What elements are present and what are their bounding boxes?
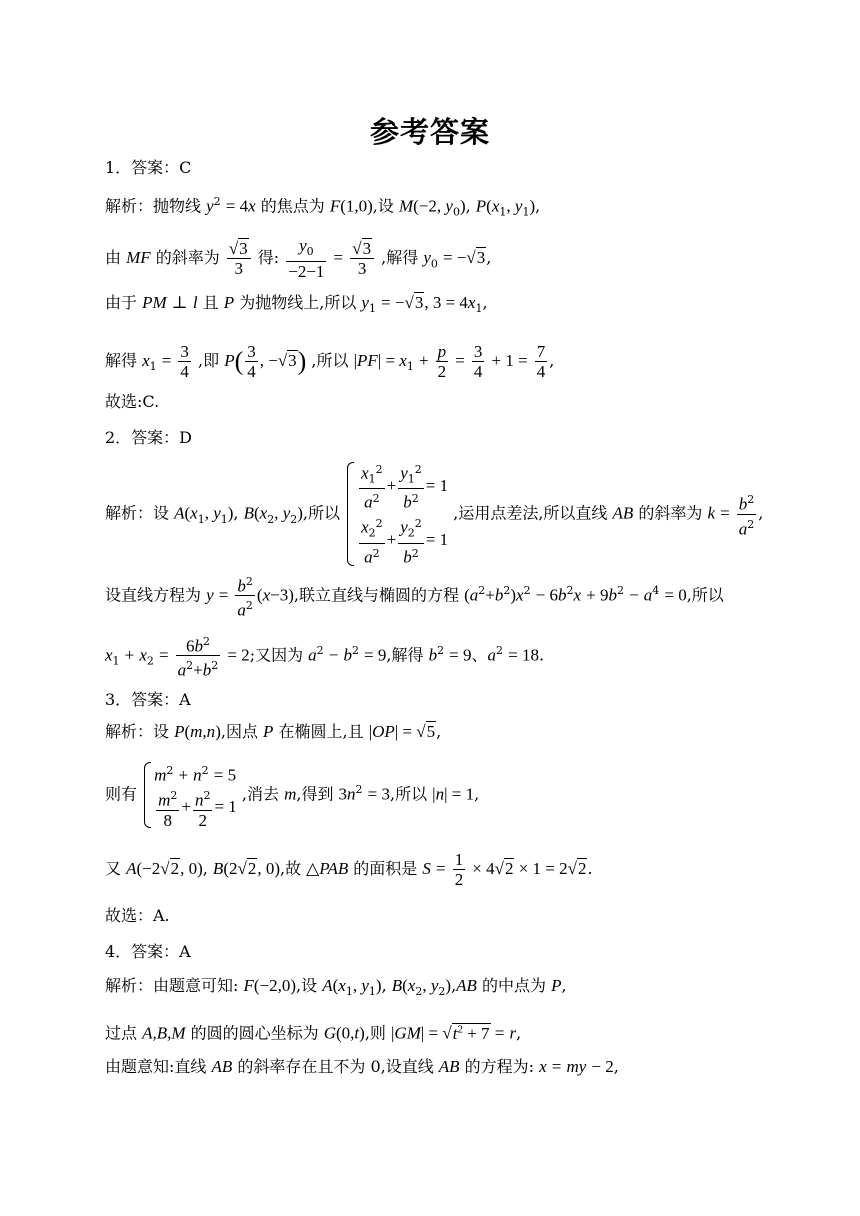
- q3-line-1: 解析：设 P(m,n),因点 P 在椭圆上,且 |OP| = √5,: [105, 722, 442, 741]
- q2-line-2: 设直线方程为 y = $\frac{b^2}{a^2}$ (x−3),联立直线与椭圆的方程 $(a^2+b^2)x^2 - 6b^2x + 9b^2 - a^4 = 0$,所以: [105, 572, 724, 620]
- q2-answer: 2．答案：D: [105, 428, 193, 447]
- q1-line-4: 解得 $x_1$ = $\frac{3}{4}$ ,即 P( $\frac{3}{4}$ , −√3) ,所以 $|PF| = x_1$ + $\frac{p}{2}$ = $\frac{3}{4}$ + 1 = $\frac{7}{4}$ ,: [105, 342, 555, 381]
- q2-line-1: 解析：设 $A(x_1$, $y_1$), $B(x_2$, $y_2$),所以 $\frac{x_1^2}{a^2}$ + $\frac{y_1^2}{b^2}$ = 1 $\frac{x_2^2}{a^2}$ + $\frac{y_2^2}{b^2}$ = 1 ,运用点差法,所以直线 AB 的斜率为 k = $\frac{b^2}{a^2}$ ,: [105, 460, 763, 568]
- q4-line-2: 过点 A,B,M 的圆的圆心坐标为 G(0,t),则 $|GM| = √t^2 + 7 = r$,: [105, 1023, 522, 1043]
- q3-answer: 3．答案：A: [105, 690, 191, 709]
- q3-line-2: 则有 $m^2 + n^2 = 5$ $\frac{m^2}{8}$ + $\frac{n^2}{2}$ = 1 ,消去 m,得到 $3n^2 = 3$,所以 |n| = 1,: [105, 760, 479, 830]
- q1-line-1: 解析：抛物线 $y^2 = 4x$ 的焦点为 F(1,0),设 M(−2, $y_0$), $P(x_1$, $y_1$),: [105, 195, 541, 219]
- q1-end: 故选:C.: [105, 392, 160, 411]
- q1-answer: 1．答案：C: [105, 158, 192, 177]
- q2-line-3: $x_1 + x_2$ = $\frac{6b^2}{a^2+b^2}$ = 2;又因为 $a^2 - b^2 = 9$,解得 $b^2 = 9$、$a^2 = 18$.: [105, 632, 544, 680]
- q3-end: 故选：A.: [105, 906, 170, 925]
- q1-line-3: 由于 PM ⊥ l 且 P 为抛物线上,所以 $y_1 = -√3$, $3 = 4x_1$,: [105, 293, 488, 316]
- page-title: 参考答案: [369, 115, 490, 149]
- q3-line-3: 又 A(−2√2, 0), B(2√2, 0),故 △PAB 的面积是 S = $\frac{1}{2}$ × 4√2 × 1 = 2√2.: [105, 850, 593, 889]
- q4-line-1: 解析：由题意可知: F(−2,0),设 $A(x_1$, $y_1$), $B(x_2$, $y_2),AB$ 的中点为 P,: [105, 976, 567, 999]
- q4-line-3: 由题意知:直线 AB 的斜率存在且不为 0,设直线 AB 的方程为: x = my − 2,: [105, 1057, 619, 1076]
- q1-line-2: 由 MF 的斜率为 $\frac{√3}{3}$ 得: $\frac{y_0}{-2-1}$ = $\frac{√3}{3}$ ,解得 $y_0 = -√3$,: [105, 236, 492, 282]
- q4-answer: 4．答案：A: [105, 942, 191, 961]
